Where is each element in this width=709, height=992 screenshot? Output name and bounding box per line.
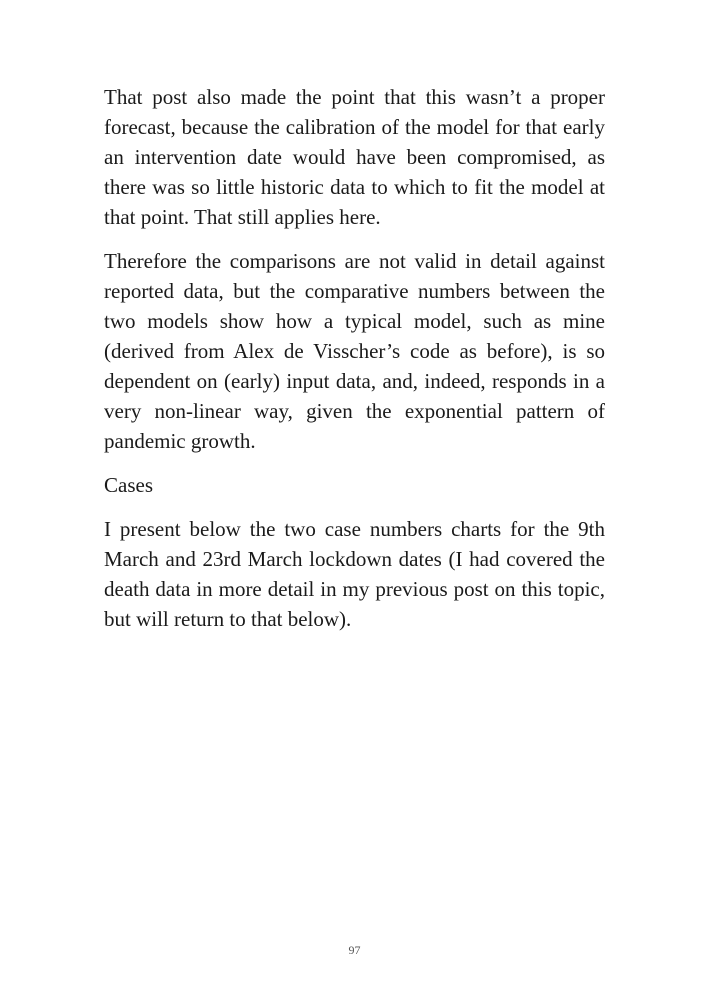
paragraph-model-comparison: Therefore the comparisons are not valid in detail against reported data, but the comparative numbers between the two models show how a typical model, such as mine (derived from Alex de Visscher’s code as before), is so dependent on (early) input data, and, indeed, responds in a very non-linear way, given the exponential pattern of pandemic growth. [104,249,605,453]
paragraph-forecast-calibration: That post also made the point that this wasn’t a proper forecast, because the calibration of the model for that early an intervention date would have been compromised, as there was so little historic data to which to fit the model at that point. That still applies here. [104,85,605,229]
page-body [104,82,605,648]
paragraph-case-charts-intro: I present below the two case numbers charts for the 9th March and 23rd March lockdown dates (I had covered the death data in more detail in my previous post on this topic, but will return to that below). [104,517,605,631]
page-number: 97 [348,943,361,957]
section-heading-cases: Cases [104,473,153,497]
